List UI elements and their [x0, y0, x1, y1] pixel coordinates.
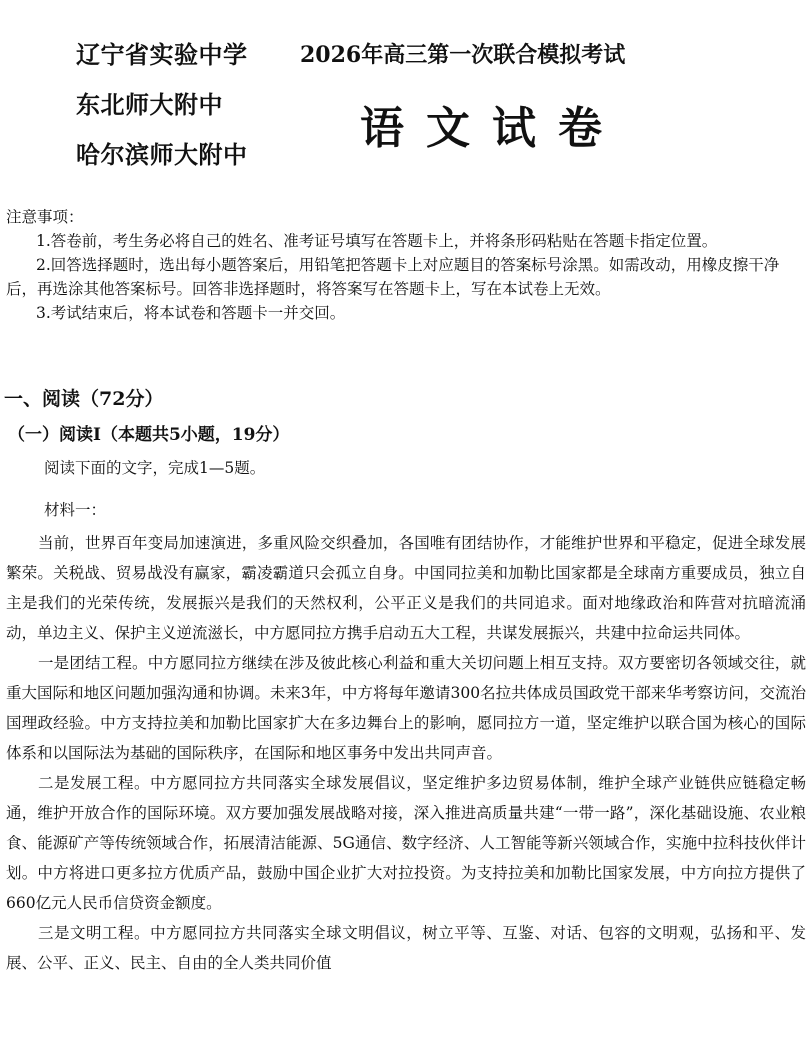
material-paragraph: 一是团结工程。中方愿同拉方继续在涉及彼此核心利益和重大关切问题上相互支持。双方要密切各领域交往，就重大国际和地区问题加强沟通和协调。未来3年，中方将每年邀请300名拉共体成员国政党干部来华考察访问，交流治国理政经验。中方支持拉美和加勒比国家扩大在多边舞台上的影响，愿同拉方一道，坚定维护以联合国为核心的国际体系和以国际法为基础的国际秩序，在国际和地区事务中发出共同声音。 [6, 654, 806, 762]
material-paragraph: 当前，世界百年变局加速演进，多重风险交织叠加，各国唯有团结协作，才能维护世界和平稳定，促进全球发展繁荣。关税战、贸易战没有赢家，霸凌霸道只会孤立自身。中国同拉美和加勒比国家都是全球南方重要成员，独立自主是我们的光荣传统，发展振兴是我们的天然权利，公平正义是我们的共同追求。面对地缘政治和阵营对抗暗流涌动，单边主义、保护主义逆流滋长，中方愿同拉方携手启动五大工程，共谋发展振兴，共建中拉命运共同体。 [6, 534, 806, 642]
material-label: 材料一： [44, 501, 107, 519]
reading-instruction: 阅读下面的文字，完成1—5题。 [44, 459, 266, 477]
school-name: 东北师大附中 [76, 91, 223, 119]
subject-title: 语文试卷 [360, 103, 624, 154]
material-paragraph: 二是发展工程。中方愿同拉方共同落实全球发展倡议，坚定维护多边贸易体制，维护全球产业链供应链稳定畅通，维护开放合作的国际环境。双方要加强发展战略对接，深入推进高质量共建“一带一路”，深化基础设施、农业粮食、能源矿产等传统领域合作，拓展清洁能源、5G通信、数字经济、人工智能等新兴领域合作，实施中拉科技伙伴计划。中方将进口更多拉方优质产品，鼓励中国企业扩大对拉投资。为支持拉美和加勒比国家发展，中方向拉方提供了660亿元人民币信贷资金额度。 [6, 774, 806, 912]
page-cutoff-fade [420, 1006, 490, 1022]
material-paragraph: 三是文明工程。中方愿同拉方共同落实全球文明倡议，树立平等、互鉴、对话、包容的文明观，弘扬和平、发展、公平、正义、民主、自由的全人类共同价值 [6, 924, 806, 972]
material-text [6, 528, 806, 978]
subsection-title: （一）阅读Ⅰ（本题共5小题，19分） [8, 425, 290, 445]
school-list [76, 30, 248, 180]
exam-title: 2026年高三第一次联合模拟考试 [300, 42, 626, 68]
notice-item: 2.回答选择题时，选出每小题答案后，用铅笔把答题卡上对应题目的答案标号涂黑。如需改动，用橡皮擦干净后，再选涂其他答案标号。回答非选择题时，将答案写在答题卡上，写在本试卷上无效。 [6, 256, 780, 298]
notice-block [6, 205, 806, 325]
school-name: 哈尔滨师大附中 [76, 141, 248, 169]
school-name: 辽宁省实验中学 [76, 41, 248, 69]
notice-item: 3.考试结束后，将本试卷和答题卡一并交回。 [36, 304, 346, 322]
notice-item: 1.答卷前，考生务必将自己的姓名、准考证号填写在答题卡上，并将条形码粘贴在答题卡指定位置。 [36, 232, 718, 250]
notice-heading: 注意事项： [6, 208, 84, 226]
section-title: 一、阅读（72分） [4, 388, 164, 410]
